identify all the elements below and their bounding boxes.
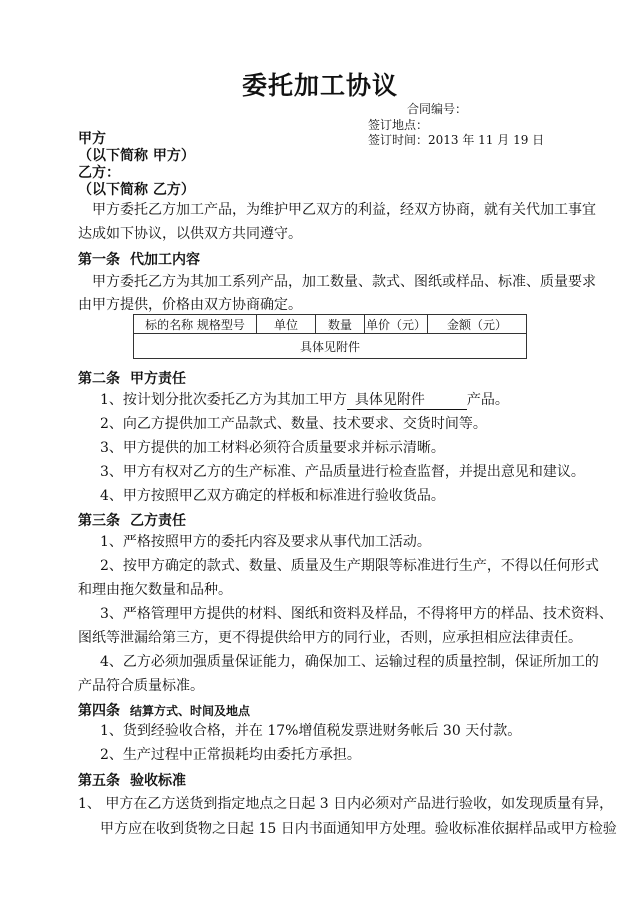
article-3-line: 和理由拖欠数量和品种。 [78, 582, 232, 598]
article-number: 第三条 [78, 513, 120, 529]
article-number: 第一条 [78, 252, 120, 268]
table-header-cell: 标的名称 规格型号 [134, 315, 257, 334]
article-4-line: 1、货到经验收合格，并在 17%增值税发票进财务帐后 30 天付款。 [100, 723, 522, 739]
item-text: 产品。 [466, 392, 509, 408]
article-title: 甲方责任 [130, 371, 186, 387]
article-5-line: 1、 甲方在乙方送货到指定地点之日起 3 日内必须对产品进行验收，如发现质量有异， [78, 796, 614, 812]
table-header-cell: 数量 [316, 315, 365, 334]
party-b-label: 乙方： [78, 165, 120, 181]
article-3-line: 4、乙方必须加强质量保证能力，确保加工、运输过程的质量控制，保证所加工的 [100, 654, 599, 670]
article-number: 第五条 [78, 773, 120, 789]
goods-table [133, 314, 527, 359]
product-fill-in: 具体见附件 [347, 391, 467, 410]
article-3-line: 图纸等泄漏给第三方，更不得提供给甲方的同行业，否则，应承担相应法律责任。 [78, 630, 582, 646]
document-title: 委托加工协议 [241, 71, 398, 100]
table-row [134, 334, 527, 359]
article-5-line: 甲方应在收到货物之日起 15 日内书面通知甲方处理。验收标准依据样品或甲方检验 [100, 821, 617, 837]
article-4-line: 2、生产过程中正常损耗均由委托方承担。 [100, 747, 361, 763]
item-text: 1、按计划分批次委托乙方为其加工甲方 [100, 392, 347, 408]
sign-time: 签订时间：2013 年 11 月 19 日 [368, 133, 545, 147]
article-3-line: 产品符合质量标准。 [78, 678, 204, 694]
article-1-line: 由甲方提供，价格由双方协商确定。 [78, 297, 302, 313]
party-a-short-name: （以下简称 甲方） [78, 148, 195, 164]
party-a-label: 甲方 [78, 131, 106, 147]
table-header-row [134, 315, 527, 334]
article-2-item: 3、甲方提供的加工材料必须符合质量要求并标示清晰。 [100, 440, 445, 456]
table-header-cell: 单价（元） [365, 315, 428, 334]
table-cell-attachment: 具体见附件 [134, 334, 527, 359]
article-number: 第四条 [78, 703, 120, 719]
article-1-heading [78, 249, 200, 269]
article-title: 乙方责任 [130, 513, 186, 529]
table-header-cell: 单位 [257, 315, 316, 334]
table-header-cell: 金额（元） [428, 315, 527, 334]
article-3-line: 2、按甲方确定的款式、数量、质量及生产期限等标准进行生产，不得以任何形式 [100, 558, 599, 574]
article-2-item [100, 391, 509, 410]
article-3-heading [78, 510, 186, 530]
article-2-item: 4、甲方按照甲乙双方确定的样板和标准进行验收货品。 [100, 488, 445, 504]
intro-line: 甲方委托乙方加工产品，为维护甲乙双方的利益，经双方协商，就有关代加工事宜 [92, 202, 596, 218]
article-title: 代加工内容 [130, 252, 200, 268]
intro-line: 达成如下协议，以供双方共同遵守。 [78, 226, 302, 242]
article-3-line: 3、严格管理甲方提供的材料、图纸和资料及样品，不得将甲方的样品、技术资料、 [100, 606, 613, 622]
article-1-line: 甲方委托乙方为其加工系列产品，加工数量、款式、图纸或样品、标准、质量要求 [92, 274, 596, 290]
party-b-short-name: （以下简称 乙方） [78, 182, 195, 198]
article-number: 第二条 [78, 371, 120, 387]
article-4-heading [78, 700, 250, 720]
article-title: 结算方式、时间及地点 [130, 704, 251, 718]
article-2-item: 2、向乙方提供加工产品款式、数量、技术要求、交货时间等。 [100, 416, 487, 432]
article-3-line: 1、严格按照甲方的委托内容及要求从事代加工活动。 [100, 534, 431, 550]
contract-number-label: 合同编号： [407, 102, 468, 116]
article-2-heading [78, 368, 186, 388]
article-title: 验收标准 [130, 773, 186, 789]
sign-place-label: 签订地点： [368, 118, 429, 132]
article-5-heading [78, 770, 186, 790]
article-2-item: 3、甲方有权对乙方的生产标准、产品质量进行检查监督，并提出意见和建议。 [100, 464, 585, 480]
